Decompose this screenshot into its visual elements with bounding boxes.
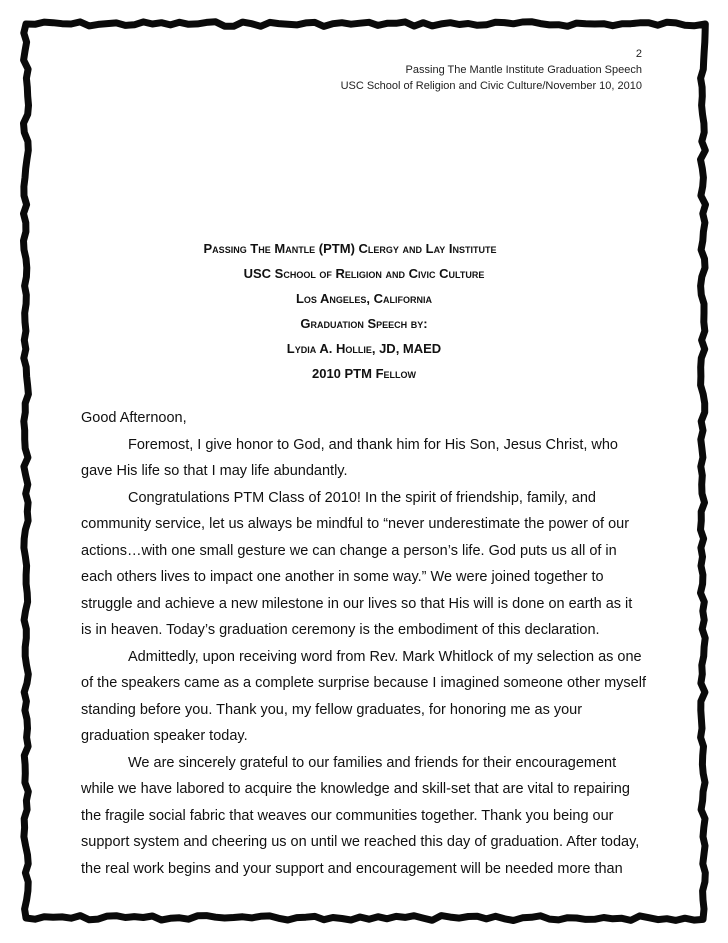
running-header: [341, 46, 642, 94]
header-line-2: USC School of Religion and Civic Culture/November 10, 2010: [340, 80, 642, 92]
title-line-6: 2010 PTM Fellow: [311, 366, 417, 381]
header-line-1: Passing The Mantle Institute Graduation Speech: [405, 64, 642, 76]
paragraph: Congratulations PTM Class of 2010! In the spirit of friendship, family, and community service, let us always be mindful to “never underestimate the power of our actions…with one small gesture we can change a person’s life. God puts us all of in each others lives to impact one another in some way.” We were joined together to struggle and achieve a new milestone in our lives so that His will is done on earth as it is in heaven. Today’s graduation ceremony is the embodiment of this declaration.: [81, 489, 633, 638]
speech-body: [81, 405, 646, 882]
title-line-3: Los Angeles, California: [295, 291, 433, 306]
title-line-5: Lydia A. Hollie, JD, MAED: [286, 341, 442, 356]
paragraph: Admittedly, upon receiving word from Rev. Mark Whitlock of my selection as one of the speakers came as a complete surprise because I imagined someone other myself standing before you. Thank you, my fellow graduates, for honoring me as your graduation speaker today.: [81, 648, 646, 744]
greeting: Good Afternoon,: [81, 410, 187, 426]
title-line-2: USC School of Religion and Civic Culture: [243, 266, 485, 281]
title-line-1: Passing The Mantle (PTM) Clergy and Lay Institute: [203, 241, 497, 256]
page-number: 2: [635, 48, 642, 60]
paragraph: We are sincerely grateful to our families and friends for their encouragement while we have labored to acquire the knowledge and skill-set that are vital to repairing the fragile social fabric that weaves our communities together. Thank you being our support system and cheering us on until we reached this day of graduation. After today, the real work begins and your support and encouragement will be needed more than: [81, 754, 640, 877]
title-block: [0, 236, 728, 386]
title-line-4: Graduation Speech by:: [300, 316, 428, 331]
paragraph: Foremost, I give honor to God, and thank him for His Son, Jesus Christ, who gave His life so that I may life abundantly.: [81, 436, 618, 479]
